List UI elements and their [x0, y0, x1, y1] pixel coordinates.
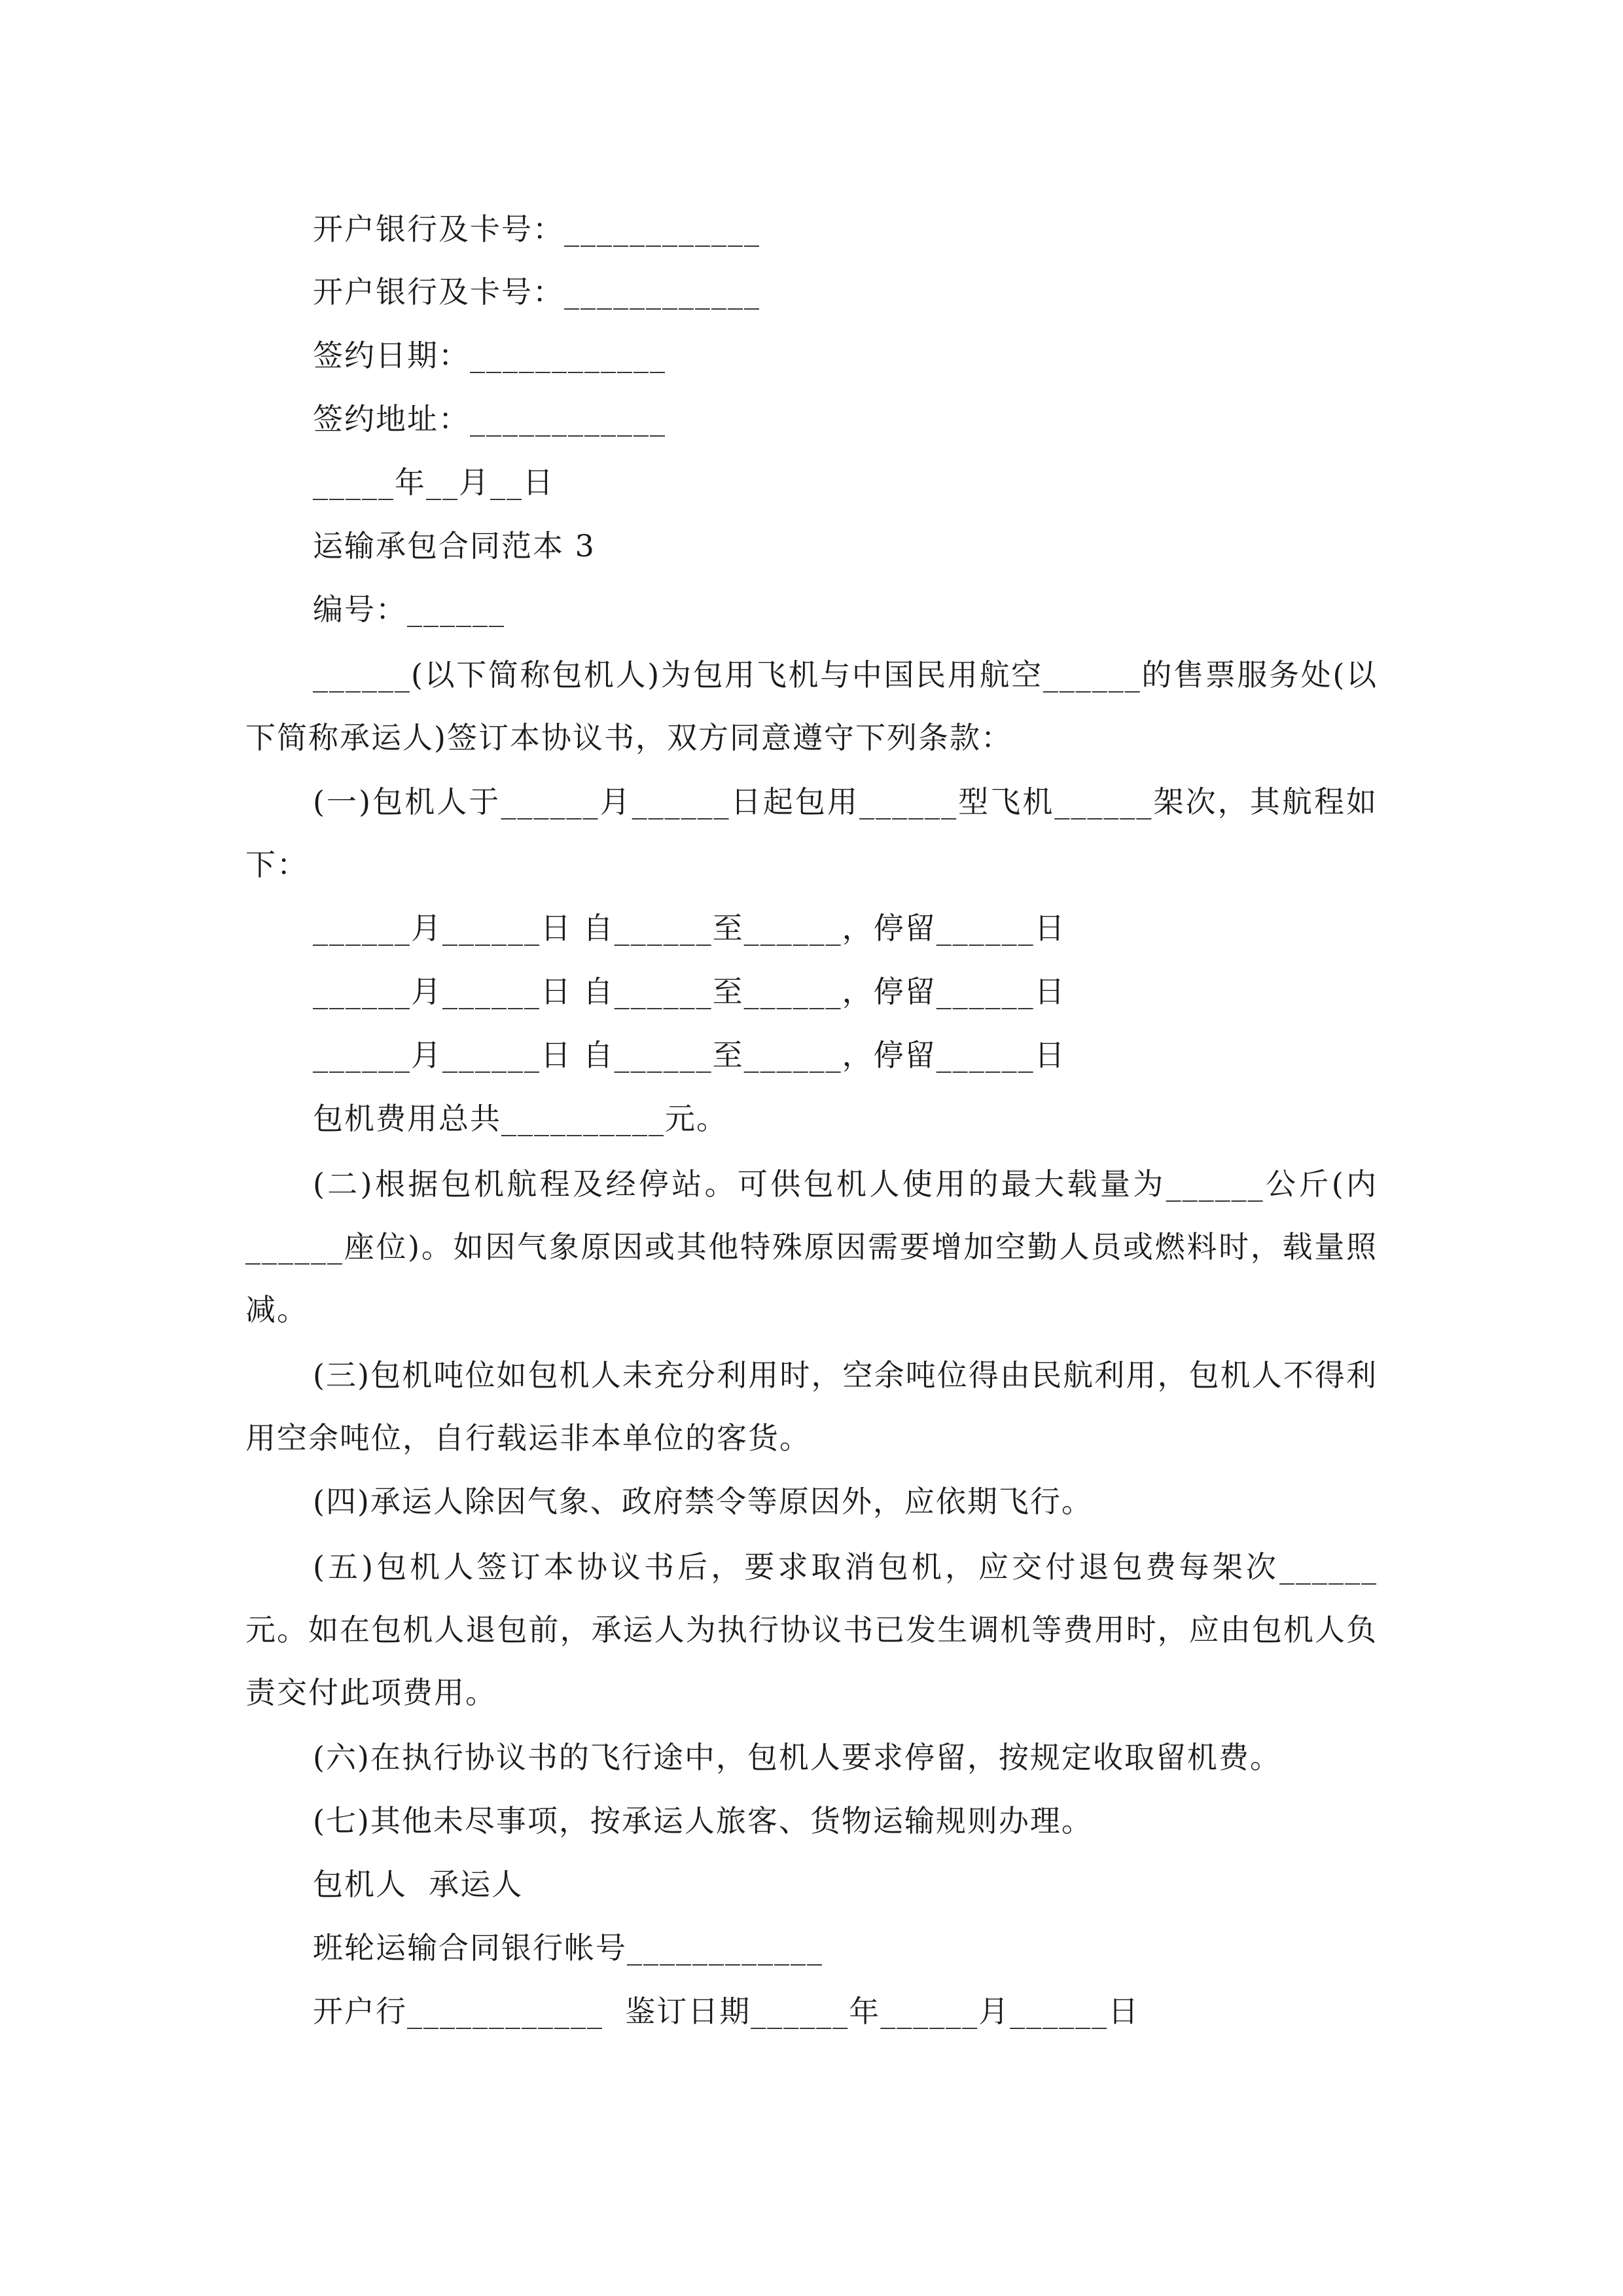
intro-paragraph: ______(以下简称包机人)为包用飞机与中国民用航空______的售票服务处(以下简称承运人)签订本协议书，双方同意遵守下列条款：	[245, 657, 1378, 755]
clause-6-line: (六)在执行协议书的飞行途中，包机人要求停留，按规定收取留机费。	[313, 1740, 1281, 1775]
total-fee-line: 包机费用总共__________元。	[313, 1101, 728, 1136]
bank-and-sign-date-line: 开户行____________ 鉴订日期______年______月______日	[313, 1994, 1140, 2029]
route-line-1: ______月______日 自______至______，停留______日	[313, 910, 1066, 946]
sign-date-line: 签约日期：____________	[313, 338, 666, 373]
bank-account-line-2: 开户银行及卡号：____________	[313, 274, 760, 310]
clause-2-paragraph: (二)根据包机航程及经停站。可供包机人使用的最大载量为______公斤(内______座位)。如因气象原因或其他特殊原因需要增加空勤人员或燃料时，载量照减。	[245, 1166, 1378, 1327]
section-title: 运输承包合同范本 3	[313, 528, 596, 564]
clause-1-paragraph: (一)包机人于______月______日起包用______型飞机______架次，其航程如下：	[245, 784, 1378, 882]
sign-address-line: 签约地址：____________	[313, 401, 666, 437]
parties-line: 包机人 承运人	[313, 1867, 524, 1902]
contract-number-line: 编号：______	[313, 592, 505, 627]
clause-7-line: (七)其他未尽事项，按承运人旅客、货物运输规则办理。	[313, 1803, 1093, 1839]
clause-5-paragraph: (五)包机人签订本协议书后，要求取消包机，应交付退包费每架次______元。如在包机人退包前，承运人为执行协议书已发生调机等费用时，应由包机人负责交付此项费用。	[245, 1549, 1378, 1710]
route-line-3: ______月______日 自______至______，停留______日	[313, 1037, 1066, 1073]
date-blank-line: _____年__月__日	[313, 465, 554, 500]
clause-4-line: (四)承运人除因气象、政府禁令等原因外，应依期飞行。	[313, 1484, 1093, 1519]
clause-3-paragraph: (三)包机吨位如包机人未充分利用时，空余吨位得由民航利用，包机人不得利用空余吨位，自行载运非本单位的客货。	[245, 1357, 1378, 1456]
bank-account-line-1: 开户银行及卡号：____________	[313, 211, 760, 247]
route-line-2: ______月______日 自______至______，停留______日	[313, 974, 1066, 1009]
bank-account-number-line: 班轮运输合同银行帐号____________	[313, 1930, 823, 1965]
